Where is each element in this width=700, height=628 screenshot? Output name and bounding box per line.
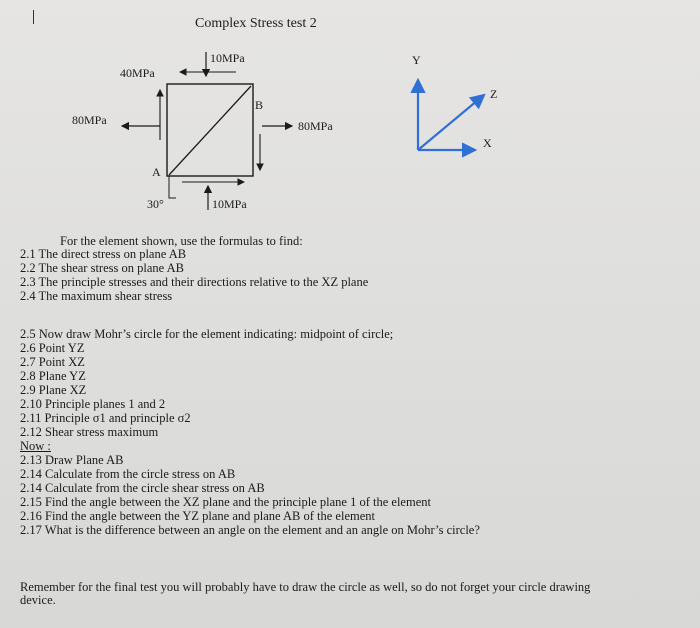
question-item: 2.13 Draw Plane AB bbox=[20, 453, 124, 467]
angle-label: 30° bbox=[147, 197, 164, 211]
axis-y-label: Y bbox=[412, 53, 421, 67]
question-item: 2.14 Calculate from the circle shear stress on AB bbox=[20, 481, 265, 495]
point-a-label: A bbox=[152, 165, 161, 179]
question-item: 2.7 Point XZ bbox=[20, 355, 85, 369]
z-axis-arrow bbox=[418, 95, 484, 150]
page-title: Complex Stress test 2 bbox=[195, 16, 317, 31]
question-item: 2.10 Principle planes 1 and 2 bbox=[20, 397, 166, 411]
left-top-stress-label: 40MPa bbox=[120, 66, 155, 80]
question-item: 2.16 Find the angle between the YZ plane and plane AB of the element bbox=[20, 509, 375, 523]
question-item: 2.2 The shear stress on plane AB bbox=[20, 261, 184, 275]
question-item: 2.6 Point YZ bbox=[20, 341, 85, 355]
question-item: 2.15 Find the angle between the XZ plane and the principle plane 1 of the element bbox=[20, 495, 431, 509]
footer-line: Remember for the final test you will probably have to draw the circle as well, so do not forget your circle drawing bbox=[20, 580, 591, 594]
question-item: 2.17 What is the difference between an angle on the element and an angle on Mohr’s circle? bbox=[20, 523, 480, 537]
question-item: 2.3 The principle stresses and their directions relative to the XZ plane bbox=[20, 275, 369, 289]
point-b-label: B bbox=[255, 98, 264, 112]
instructions-intro: For the element shown, use the formulas to find: bbox=[60, 234, 303, 248]
question-item: 2.14 Calculate from the circle stress on AB bbox=[20, 467, 236, 481]
question-item: 2.9 Plane XZ bbox=[20, 383, 87, 397]
axis-z-label: Z bbox=[490, 87, 498, 101]
question-item: 2.1 The direct stress on plane AB bbox=[20, 247, 187, 261]
questions-part-b bbox=[20, 327, 480, 537]
axis-x-label: X bbox=[483, 136, 492, 150]
question-item: 2.12 Shear stress maximum bbox=[20, 425, 159, 439]
stress-element-diagram bbox=[0, 0, 700, 230]
question-item: 2.11 Principle σ1 and principle σ2 bbox=[20, 411, 191, 425]
top-stress-label: 10MPa bbox=[210, 51, 245, 65]
footer-note bbox=[20, 581, 590, 607]
question-item: 2.5 Now draw Mohr’s circle for the element indicating: midpoint of circle; bbox=[20, 327, 394, 341]
now-heading: Now : bbox=[20, 439, 51, 453]
bottom-stress-label: 10MPa bbox=[212, 197, 247, 211]
right-stress-label: 80MPa bbox=[298, 119, 333, 133]
question-item: 2.4 The maximum shear stress bbox=[20, 289, 173, 303]
angle-marker bbox=[169, 176, 176, 198]
questions-part-a bbox=[20, 247, 368, 303]
footer-line: device. bbox=[20, 593, 56, 607]
plane-ab-line bbox=[169, 86, 251, 175]
left-stress-label: 80MPa bbox=[72, 113, 107, 127]
question-item: 2.8 Plane YZ bbox=[20, 369, 86, 383]
